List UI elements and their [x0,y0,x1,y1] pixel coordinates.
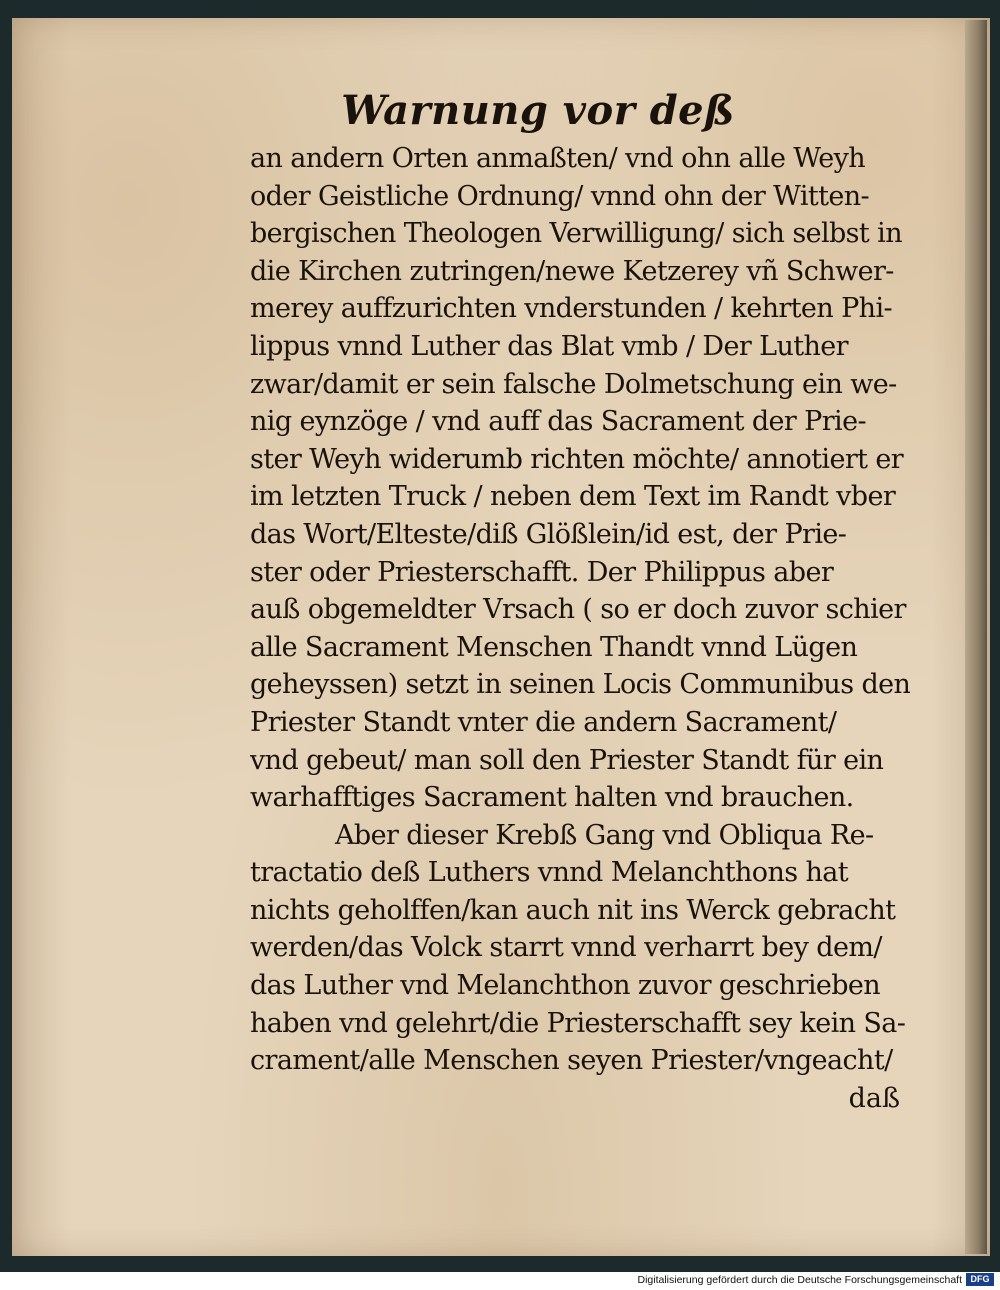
text-line: lippus vnnd Luther das Blat vmb / Der Luther [250,330,848,362]
text-line: geheyssen) setzt in seinen Locis Communibus den [250,669,910,701]
page-text-block [250,82,910,1118]
text-line: haben vnd gelehrt/die Priesterschafft sey kein Sa- [250,1007,906,1039]
footer-credit: Digitalisierung gefördert durch die Deutsche Forschungsgemeinschaft [637,1274,962,1286]
text-line: das Wort/Elteste/diß Glößlein/id est, der Prie- [250,518,847,550]
text-line: crament/alle Menschen seyen Priester/vngeacht/ [250,1045,893,1077]
text-line: auß obgemeldter Vrsach ( so er doch zuvor schier [250,594,906,626]
text-line: ster oder Priesterschafft. Der Philippus aber [250,556,834,588]
text-line: bergischen Theologen Verwilligung/ sich selbst in [250,218,902,250]
text-line: tractatio deß Luthers vnnd Melanchthons hat [250,857,849,889]
text-line: nichts geholffen/kan auch nit ins Werck gebracht [250,894,896,926]
catchword: daß [848,1082,900,1114]
text-line: alle Sacrament Menschen Thandt vnnd Lügen [250,631,858,663]
dfg-logo-icon: DFG [966,1273,994,1286]
page-edge [965,20,987,1254]
running-head: Warnung vor deß [341,87,735,134]
text-line: nig eynzöge / vnd auff das Sacrament der Prie- [250,406,866,438]
text-line: im letzten Truck / neben dem Text im Randt vber [250,481,896,513]
text-line: merey auffzurichten vnderstunden / kehrten Phi- [250,293,893,325]
text-line: warhafftiges Sacrament halten vnd brauchen. [250,782,854,814]
text-line: die Kirchen zutringen/newe Ketzerey vñ Schwer- [250,255,894,287]
text-line: vnd gebeut/ man soll den Priester Standt für ein [250,744,884,776]
text-line: werden/das Volck starrt vnnd verharrt bey dem/ [250,932,882,964]
text-line: das Luther vnd Melanchthon zuvor geschrieben [250,970,881,1002]
text-line: ster Weyh widerumb richten möchte/ annotiert er [250,443,904,475]
text-line: an andern Orten anmaßten/ vnd ohn alle Weyh [250,143,866,174]
text-line: Priester Standt vnter die andern Sacrament/ [250,706,837,738]
text-line-indented: Aber dieser Krebß Gang vnd Obliqua Re- [335,819,874,851]
text-line: zwar/damit er sein falsche Dolmetschung ein we- [250,368,897,400]
text-line: oder Geistliche Ordnung/ vnnd ohn der Witten- [250,180,870,212]
